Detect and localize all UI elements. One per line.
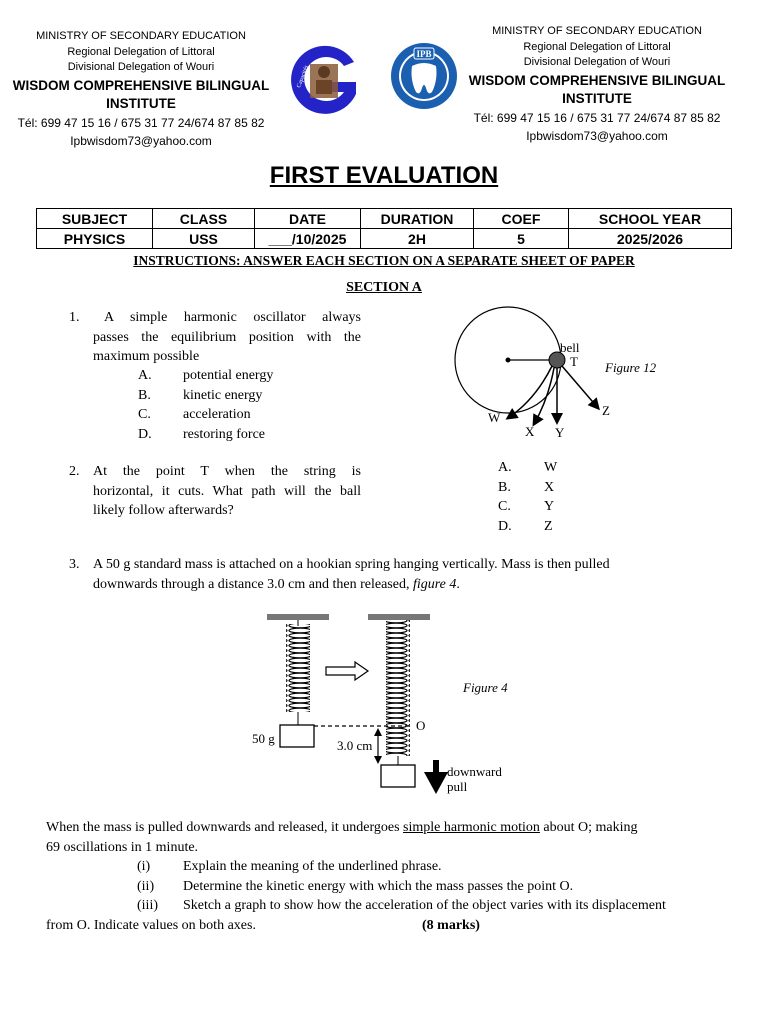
table-cell: 2025/2026 xyxy=(569,229,732,249)
option-text: X xyxy=(544,479,555,495)
exam-info-table xyxy=(36,208,732,249)
table-cell: ___/10/2025 xyxy=(255,229,361,249)
option-letter: C. xyxy=(498,499,511,514)
option-a[interactable] xyxy=(498,458,557,478)
point-t-label: T xyxy=(570,354,578,369)
school-name-line1: WISDOM COMPREHENSIVE BILINGUAL xyxy=(12,77,270,93)
option-a[interactable] xyxy=(138,366,273,386)
option-d[interactable] xyxy=(498,517,557,537)
question-line: A simple harmonic oscillator always xyxy=(104,310,361,325)
sub-question-number: (i) xyxy=(137,859,151,874)
question-text xyxy=(93,308,361,367)
option-b[interactable] xyxy=(498,478,557,498)
left-spring xyxy=(286,624,310,712)
path-x-arrow xyxy=(534,368,554,424)
school-logo-g-icon xyxy=(288,42,364,120)
table-cell: 2H xyxy=(361,229,474,249)
option-text: Y xyxy=(544,499,555,514)
question-line: A 50 g standard mass is attached on a hookian spring hanging vertically. Mass is then pulled xyxy=(93,557,610,572)
table-cell: 5 xyxy=(474,229,569,249)
question-line: At the point T when the string is xyxy=(93,464,361,479)
pull-arrow-shaft xyxy=(433,760,439,774)
body-text: from O. Indicate values on both axes. xyxy=(46,917,256,933)
option-letter: B. xyxy=(498,479,511,495)
page-title: FIRST EVALUATION xyxy=(269,162,499,189)
header-cell: SUBJECT xyxy=(37,209,153,229)
option-c[interactable] xyxy=(498,497,557,517)
sub-question-iii xyxy=(46,896,736,916)
header-cell: DURATION xyxy=(361,209,474,229)
option-text: W xyxy=(544,460,558,475)
question-1 xyxy=(69,308,361,367)
path-z-arrow xyxy=(562,366,598,408)
question-2 xyxy=(69,462,361,521)
option-text: restoring force xyxy=(183,426,266,442)
distance-label: 3.0 cm xyxy=(337,738,373,753)
option-text: potential energy xyxy=(183,368,274,383)
option-b[interactable] xyxy=(138,386,273,406)
telephone-text: Tél: 699 47 15 16 / 675 31 77 24/674 87 85 82 xyxy=(17,115,265,130)
path-w-arrow xyxy=(508,366,552,418)
question-number: 1. xyxy=(69,310,80,325)
pull-label-1: downward xyxy=(447,764,502,779)
body-line: 69 oscillations in 1 minute. xyxy=(46,839,199,855)
svg-text:Capacités: Capacités xyxy=(296,64,310,89)
question-line: likely follow afterwards? xyxy=(93,503,234,518)
table-cell: USS xyxy=(153,229,255,249)
question-text xyxy=(93,555,749,594)
left-mass xyxy=(280,725,314,747)
figure-12-diagram xyxy=(440,300,680,450)
body-line xyxy=(46,916,736,936)
q1-options xyxy=(138,366,273,444)
option-d[interactable] xyxy=(138,425,273,445)
option-text: Z xyxy=(544,518,553,534)
regional-text: Regional Delegation of Littoral xyxy=(523,40,671,53)
question-text xyxy=(93,462,361,521)
table-cell: PHYSICS xyxy=(37,229,153,249)
header-right xyxy=(456,24,738,145)
figure-caption: Figure 12 xyxy=(605,360,657,375)
path-w-label: W xyxy=(488,410,501,425)
transition-arrow-icon xyxy=(326,662,368,680)
header-cell: DATE xyxy=(255,209,361,229)
header-cell: CLASS xyxy=(153,209,255,229)
question-line-end: . xyxy=(456,576,460,592)
question-line: horizontal, it cuts. What path will the ball xyxy=(93,483,361,499)
body-text: When the mass is pulled downwards and released, it undergoes xyxy=(46,820,404,835)
right-mass xyxy=(381,765,415,787)
option-letter: B. xyxy=(138,387,151,403)
school-name-line2: INSTITUTE xyxy=(106,95,176,111)
sub-question-number: (ii) xyxy=(137,878,155,894)
question-line-text: downwards through a distance 3.0 cm and then released, xyxy=(93,576,413,592)
mass-label: 50 g xyxy=(252,731,275,746)
question-line: passes the equilibrium position with the xyxy=(93,329,361,345)
q3-body xyxy=(46,818,736,935)
sub-question-text: Sketch a graph to show how the acceleration of the object varies with its displacement xyxy=(183,898,666,913)
sub-question-ii xyxy=(46,877,736,897)
school-name-line2: INSTITUTE xyxy=(562,90,632,106)
divisional-text: Divisional Delegation of Wouri xyxy=(523,56,671,68)
ministry-text: MINISTRY OF SECONDARY EDUCATION xyxy=(492,25,702,37)
question-line: maximum possible xyxy=(93,349,200,364)
option-text: kinetic energy xyxy=(183,387,263,403)
ministry-text: MINISTRY OF SECONDARY EDUCATION xyxy=(36,30,246,42)
table-row xyxy=(37,229,732,249)
body-line xyxy=(46,818,736,838)
point-o-label: O xyxy=(416,718,426,733)
q2-options xyxy=(498,458,557,536)
underlined-phrase: simple harmonic motion xyxy=(403,820,540,835)
question-number: 2. xyxy=(69,464,80,479)
option-text: acceleration xyxy=(183,407,251,422)
sub-question-text: Explain the meaning of the underlined phrase. xyxy=(183,859,442,874)
school-logo-ipb-icon xyxy=(390,42,458,110)
figure-4-diagram xyxy=(240,608,540,798)
svg-text:IPB: IPB xyxy=(416,49,432,59)
email-text: Ipbwisdom73@yahoo.com xyxy=(526,128,668,143)
email-text: Ipbwisdom73@yahoo.com xyxy=(70,133,212,148)
header-cell: COEF xyxy=(474,209,569,229)
sub-question-i xyxy=(46,857,736,877)
body-text: about O; making xyxy=(539,820,638,835)
header-cell: SCHOOL YEAR xyxy=(569,209,732,229)
sub-question-text: Determine the kinetic energy with which the mass passes the point O. xyxy=(183,878,574,894)
figure-reference: figure 4 xyxy=(412,576,457,592)
option-c[interactable] xyxy=(138,405,273,425)
option-letter: A. xyxy=(138,368,152,383)
path-x-label: X xyxy=(525,424,535,439)
option-letter: D. xyxy=(138,426,152,442)
marks-label: (8 marks) xyxy=(422,917,480,933)
school-name-line1: WISDOM COMPREHENSIVE BILINGUAL xyxy=(468,72,726,88)
question-3 xyxy=(69,555,749,594)
telephone-text: Tél: 699 47 15 16 / 675 31 77 24/674 87 85 82 xyxy=(473,110,721,125)
right-spring xyxy=(386,620,410,756)
section-heading: SECTION A xyxy=(346,280,422,295)
left-support xyxy=(267,614,329,620)
pull-label-2: pull xyxy=(447,779,468,794)
downward-pull-arrow-icon xyxy=(424,772,448,794)
bell-label: bell xyxy=(560,340,580,355)
path-z-label: Z xyxy=(602,403,610,418)
option-letter: C. xyxy=(138,407,151,422)
divisional-text: Divisional Delegation of Wouri xyxy=(67,61,215,73)
table-header-row xyxy=(37,209,732,229)
instructions: INSTRUCTIONS: ANSWER EACH SECTION ON A SEPARATE SHEET OF PAPER xyxy=(133,253,635,268)
sub-question-number: (iii) xyxy=(137,898,158,913)
regional-text: Regional Delegation of Littoral xyxy=(67,45,215,58)
path-y-label: Y xyxy=(555,425,565,440)
right-support xyxy=(368,614,430,620)
question-line xyxy=(93,575,749,595)
option-letter: D. xyxy=(498,518,512,534)
header-left xyxy=(0,29,282,150)
figure-caption: Figure 4 xyxy=(463,680,508,695)
question-number: 3. xyxy=(69,557,80,572)
option-letter: A. xyxy=(498,460,512,475)
